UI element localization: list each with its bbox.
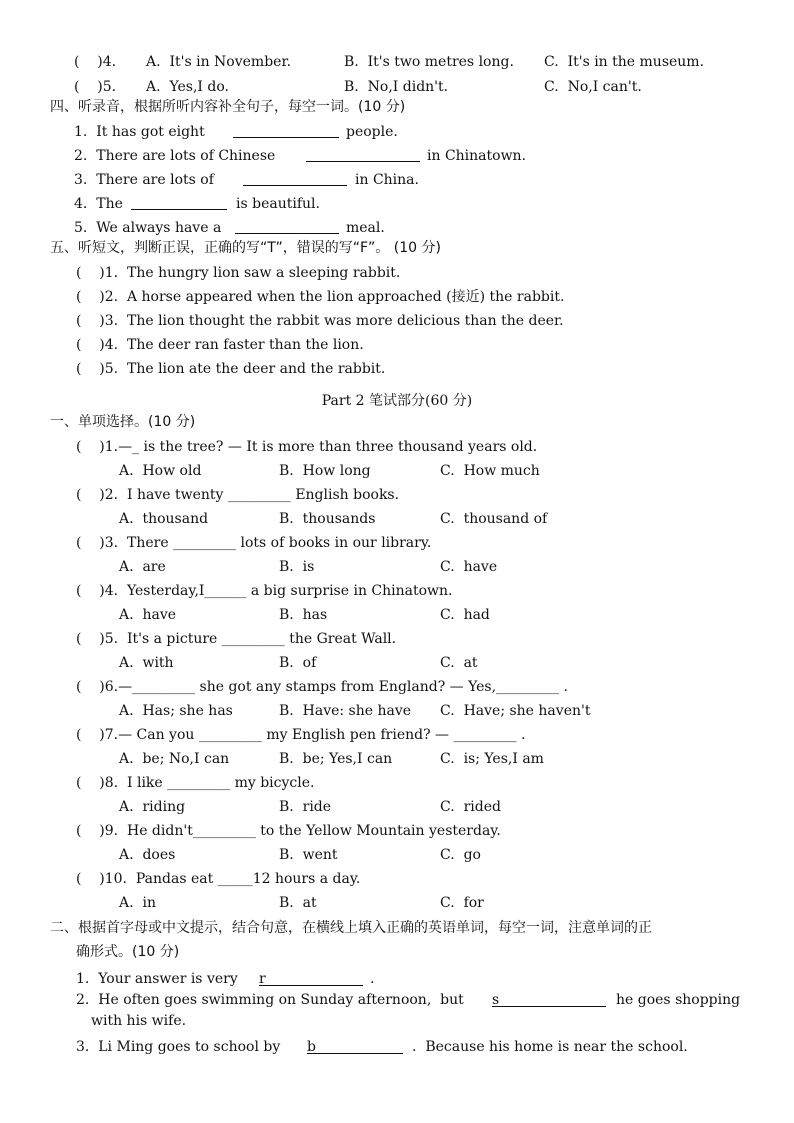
- w1-q3-stem: ( )3. There _________ lots of books in our library.: [76, 535, 432, 551]
- w1-q9-c: C. go: [440, 847, 481, 863]
- s4-line3-post: in China.: [355, 172, 419, 188]
- listening-q4-option-b: B. It's two metres long.: [344, 54, 514, 70]
- s5-item1: ( )1. The hungry lion saw a sleeping rabbit.: [76, 265, 401, 281]
- w1-q2-a: A. thousand: [119, 511, 209, 527]
- w1-q1-a: A. How old: [119, 463, 202, 479]
- w1-q4-a: A. have: [119, 607, 177, 623]
- w1-q9-b: B. went: [279, 847, 338, 863]
- s5-item2: ( )2. A horse appeared when the lion approached (接近) the rabbit.: [76, 289, 565, 305]
- s4-line4-pre: 4. The: [74, 196, 123, 212]
- w2-line3-post: . Because his home is near the school.: [412, 1039, 688, 1055]
- listening-q4-option-a: A. It's in November.: [146, 54, 292, 70]
- listening-q5-option-c: C. No,I can't.: [544, 79, 642, 95]
- listening-q4-option-c: C. It's in the museum.: [544, 54, 705, 70]
- s4-line3-pre: 3. There are lots of: [74, 172, 214, 188]
- s5-item5: ( )5. The lion ate the deer and the rabbit.: [76, 361, 386, 377]
- listening-q5-option-b: B. No,I didn't.: [344, 79, 449, 95]
- section4-heading: 四、听录音，根据所听内容补全句子，每空一词。(10 分): [50, 99, 406, 115]
- s4-line5-blank[interactable]: [235, 219, 339, 234]
- w2-line2-post: he goes shopping: [616, 992, 741, 1008]
- w2-line2-cont: with his wife.: [91, 1013, 187, 1029]
- s4-line2-pre: 2. There are lots of Chinese: [74, 148, 276, 164]
- w2-line3-blank[interactable]: [307, 1038, 403, 1054]
- w1-q6-stem: ( )6.—_________ she got any stamps from England? — Yes,_________ .: [76, 679, 568, 695]
- w2-line2-blank[interactable]: [492, 991, 606, 1007]
- w1-q3-a: A. are: [119, 559, 166, 575]
- w1-q9-stem: ( )9. He didn't_________ to the Yellow Mountain yesterday.: [76, 823, 501, 839]
- listening-q5-bracket: ( )5.: [74, 79, 117, 95]
- s5-item3: ( )3. The lion thought the rabbit was more delicious than the deer.: [76, 313, 564, 329]
- w1-q5-a: A. with: [119, 655, 174, 671]
- listening-q5-option-a: A. Yes,I do.: [146, 79, 229, 95]
- part2-title: Part 2 笔试部分(60 分): [321, 393, 473, 409]
- w1-q2-b: B. thousands: [279, 511, 376, 527]
- w1-q8-a: A. riding: [119, 799, 186, 815]
- written2-heading-line2: 确形式。(10 分): [76, 944, 180, 960]
- s4-line5-post: meal.: [346, 220, 385, 236]
- w1-q5-c: C. at: [440, 655, 478, 671]
- w1-q7-stem: ( )7.— Can you _________ my English pen friend? — _________ .: [76, 727, 526, 743]
- w2-line3-letter: b: [307, 1039, 316, 1055]
- s4-line1-blank[interactable]: [233, 123, 339, 138]
- s4-line1-post: people.: [346, 124, 398, 140]
- w1-q8-stem: ( )8. I like _________ my bicycle.: [76, 775, 315, 791]
- written1-heading: 一、单项选择。(10 分): [50, 414, 196, 430]
- w1-q4-stem: ( )4. Yesterday,I______ a big surprise in Chinatown.: [76, 583, 453, 599]
- s4-line4-post: is beautiful.: [236, 196, 320, 212]
- s4-line3-blank[interactable]: [243, 171, 347, 186]
- w2-line2-pre: 2. He often goes swimming on Sunday afternoon, but: [76, 992, 464, 1008]
- w1-q3-c: C. have: [440, 559, 498, 575]
- w1-q5-b: B. of: [279, 655, 317, 671]
- w2-line2-letter: s: [492, 992, 500, 1008]
- w1-q10-stem: ( )10. Pandas eat _____12 hours a day.: [76, 871, 361, 887]
- w1-q8-c: C. rided: [440, 799, 501, 815]
- w1-q6-c: C. Have; she haven't: [440, 703, 591, 719]
- s4-line2-blank[interactable]: [306, 147, 420, 162]
- s4-line2-post: in Chinatown.: [427, 148, 527, 164]
- s4-line1-pre: 1. It has got eight: [74, 124, 205, 140]
- w1-q4-b: B. has: [279, 607, 328, 623]
- w1-q10-b: B. at: [279, 895, 317, 911]
- w1-q2-stem: ( )2. I have twenty _________ English books.: [76, 487, 400, 503]
- w1-q7-b: B. be; Yes,I can: [279, 751, 393, 767]
- written2-heading-line1: 二、根据首字母或中文提示，结合句意，在横线上填入正确的英语单词，每空一词，注意单词的正: [50, 920, 652, 936]
- w1-q2-c: C. thousand of: [440, 511, 548, 527]
- w1-q7-c: C. is; Yes,I am: [440, 751, 544, 767]
- w2-line3-pre: 3. Li Ming goes to school by: [76, 1039, 281, 1055]
- w1-q5-stem: ( )5. It's a picture _________ the Great Wall.: [76, 631, 397, 647]
- w2-line1-post: .: [370, 971, 375, 987]
- w1-q6-a: A. Has; she has: [119, 703, 233, 719]
- w1-q10-c: C. for: [440, 895, 484, 911]
- w1-q10-a: A. in: [119, 895, 156, 911]
- w1-q6-b: B. Have: she have: [279, 703, 412, 719]
- w1-q4-c: C. had: [440, 607, 490, 623]
- w1-q1-c: C. How much: [440, 463, 540, 479]
- w2-line1-pre: 1. Your answer is very: [76, 971, 238, 987]
- w2-line1-letter: r: [259, 971, 266, 987]
- w1-q9-a: A. does: [119, 847, 176, 863]
- w1-q7-a: A. be; No,I can: [119, 751, 230, 767]
- w1-q1-b: B. How long: [279, 463, 371, 479]
- s4-line5-pre: 5. We always have a: [74, 220, 222, 236]
- w1-q8-b: B. ride: [279, 799, 332, 815]
- listening-q4-bracket: ( )4.: [74, 54, 117, 70]
- w1-q1-stem: ( )1.—_ is the tree? — It is more than three thousand years old.: [76, 439, 538, 455]
- w1-q3-b: B. is: [279, 559, 315, 575]
- w2-line1-blank[interactable]: [259, 970, 363, 986]
- s5-item4: ( )4. The deer ran faster than the lion.: [76, 337, 364, 353]
- section5-heading: 五、听短文，判断正误，正确的写“T”，错误的写“F”。 (10 分): [50, 240, 441, 256]
- s4-line4-blank[interactable]: [131, 195, 227, 210]
